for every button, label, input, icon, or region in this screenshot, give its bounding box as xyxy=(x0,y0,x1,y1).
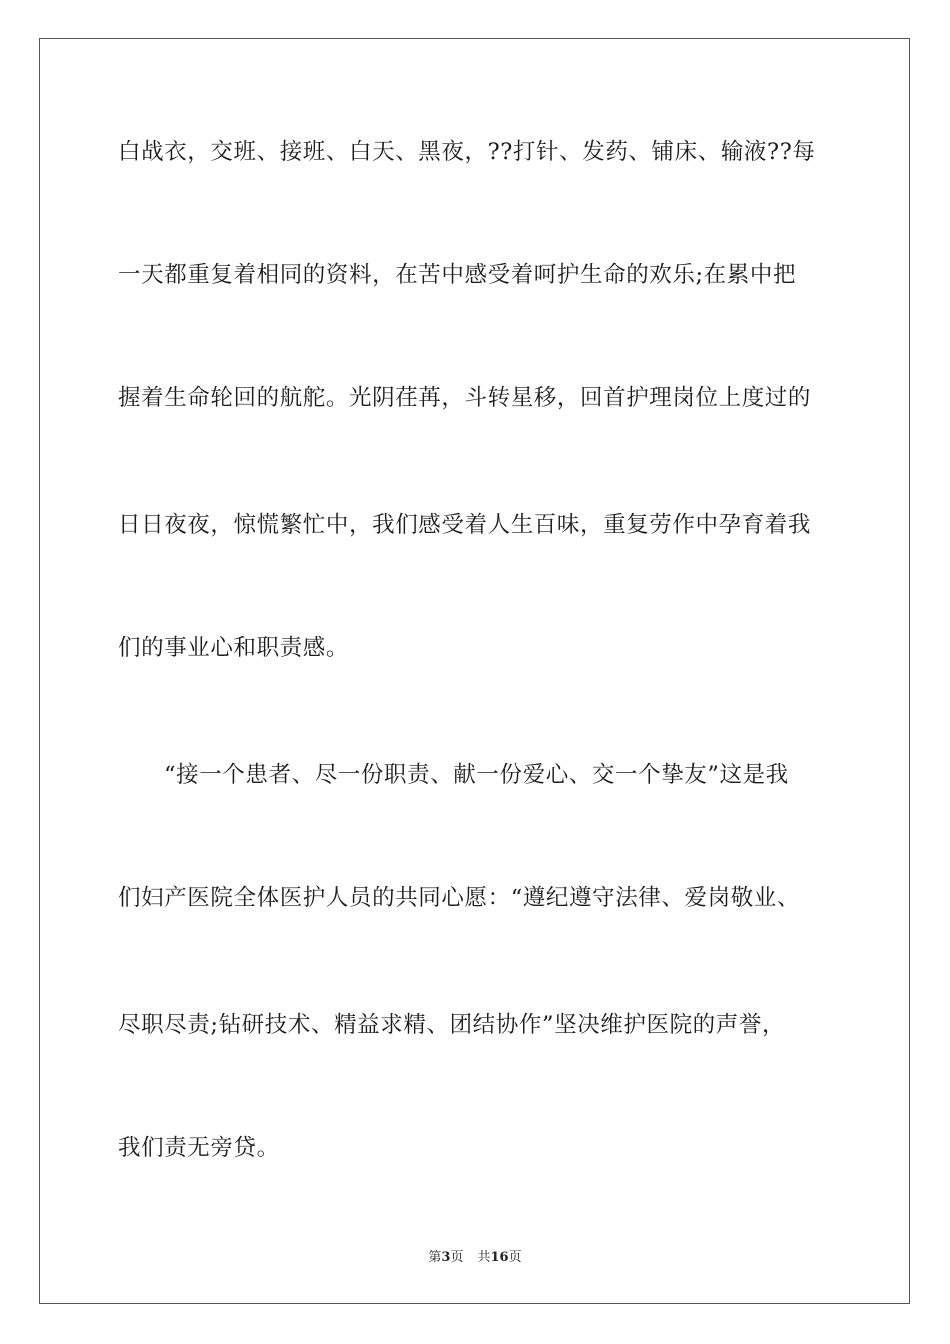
paragraph-line-2: 一天都重复着相同的资料，在苦中感受着呵护生命的欢乐;在累中把 xyxy=(118,262,797,288)
paragraph-line-1: 白战衣，交班、接班、白天、黑夜，??打针、发药、铺床、输液??每 xyxy=(118,139,816,165)
paragraph-line-9: 我们责无旁贷。 xyxy=(118,1135,280,1161)
paragraph-line-7: 们妇产医院全体医护人员的共同心愿：“遵纪遵守法律、爱岗敬业、 xyxy=(118,885,801,911)
paragraph-line-4: 日日夜夜，惊慌繁忙中，我们感受着人生百味，重复劳作中孕育着我 xyxy=(118,512,812,538)
page-prefix: 第 xyxy=(428,1250,442,1265)
paragraph-line-3: 握着生命轮回的航舵。光阴荏苒，斗转星移，回首护理岗位上度过的 xyxy=(118,385,812,411)
paragraph-line-5: 们的事业心和职责感。 xyxy=(118,635,350,661)
page-border xyxy=(39,38,910,1304)
total-prefix: 共 xyxy=(477,1250,491,1265)
total-page-number: 16 xyxy=(490,1250,509,1265)
paragraph-line-8: 尽职尽责;钻研技术、精益求精、团结协作”坚决维护医院的声誉， xyxy=(118,1012,786,1038)
total-unit: 页 xyxy=(508,1250,522,1265)
page-unit: 页 xyxy=(450,1250,464,1265)
paragraph-line-6: “接一个患者、尽一份职责、献一份爱心、交一个挚友”这是我 xyxy=(164,762,789,788)
current-page-number: 3 xyxy=(441,1250,451,1265)
page-footer xyxy=(0,1246,950,1265)
